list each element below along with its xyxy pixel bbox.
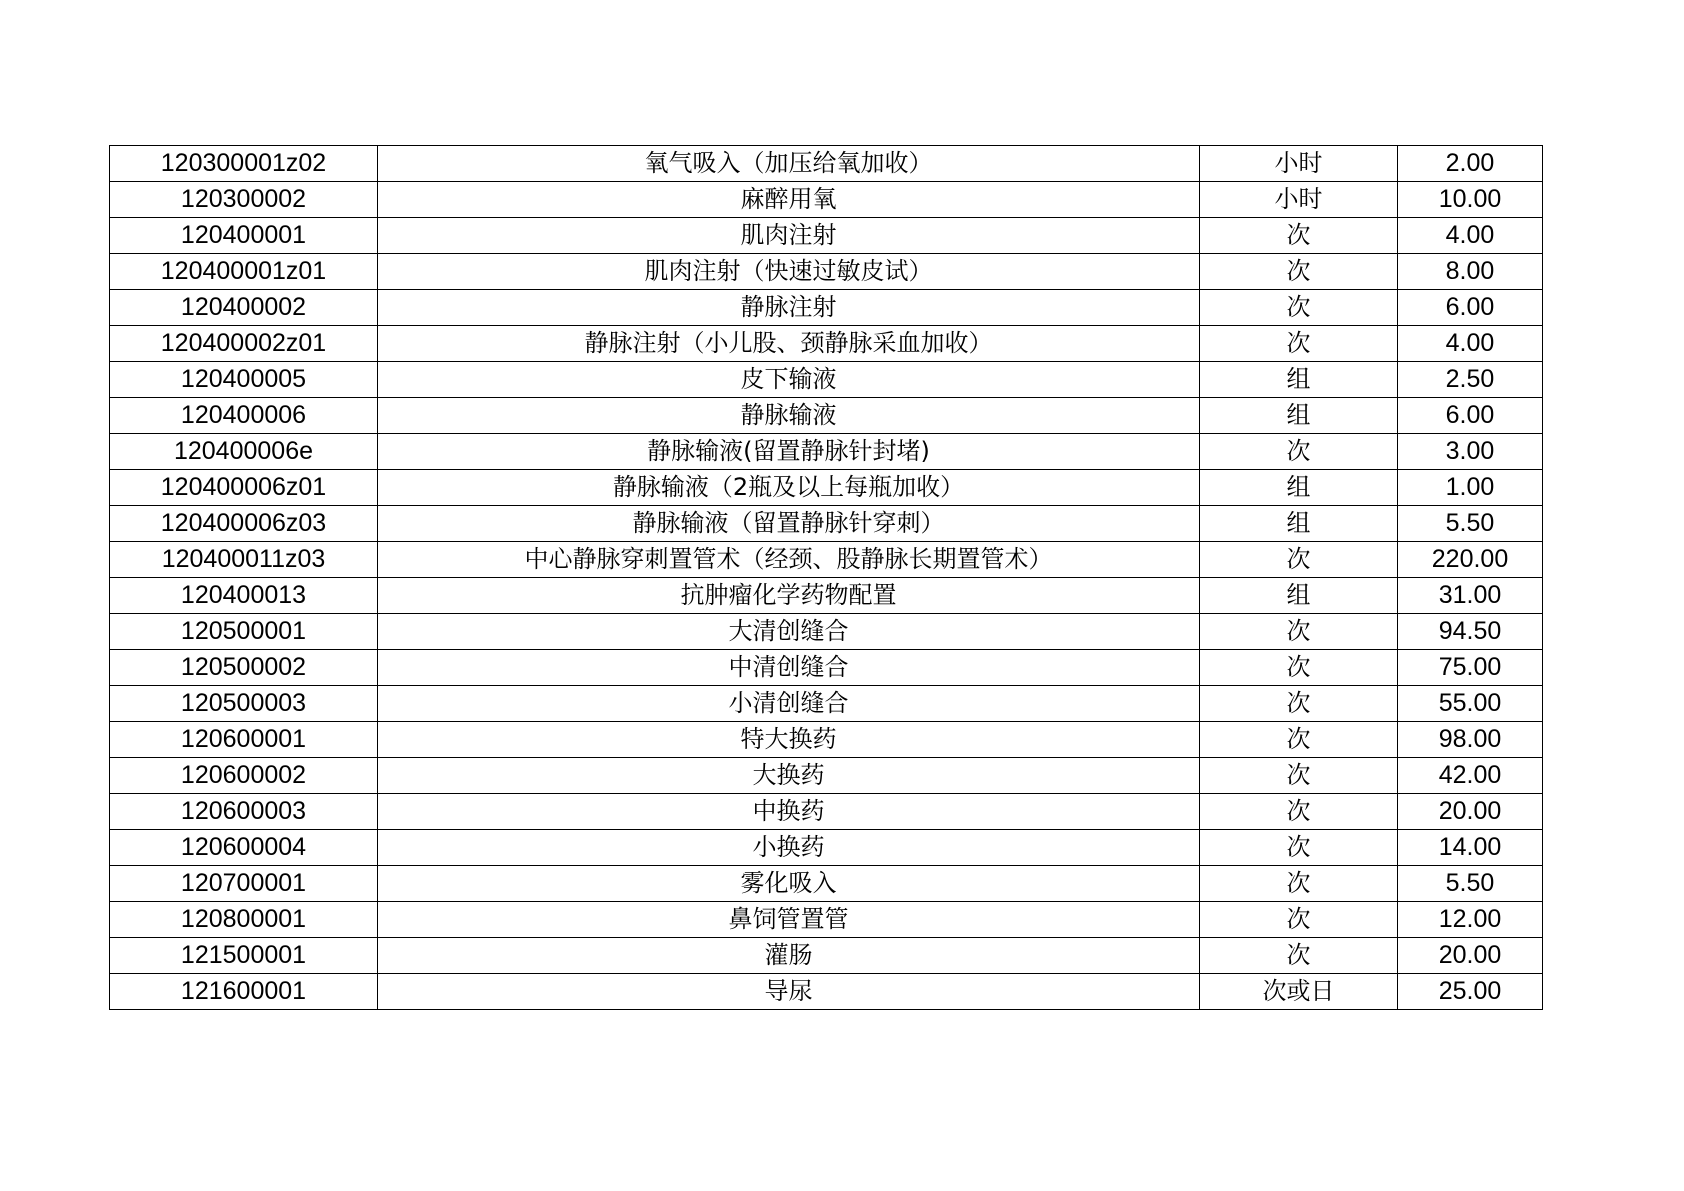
item-code-cell: 120400013 bbox=[110, 578, 378, 614]
item-price-cell: 10.00 bbox=[1398, 182, 1543, 218]
item-code-cell: 120600004 bbox=[110, 830, 378, 866]
item-price-cell: 1.00 bbox=[1398, 470, 1543, 506]
table-row bbox=[110, 542, 1543, 578]
item-price-cell: 5.50 bbox=[1398, 866, 1543, 902]
item-price-cell: 98.00 bbox=[1398, 722, 1543, 758]
item-name-cell: 灌肠 bbox=[378, 938, 1200, 974]
item-price-cell: 14.00 bbox=[1398, 830, 1543, 866]
table-row bbox=[110, 362, 1543, 398]
item-price-cell: 3.00 bbox=[1398, 434, 1543, 470]
item-name-cell: 中换药 bbox=[378, 794, 1200, 830]
item-name-cell: 导尿 bbox=[378, 974, 1200, 1010]
price-table bbox=[109, 145, 1543, 1010]
item-code-cell: 120600001 bbox=[110, 722, 378, 758]
item-price-cell: 20.00 bbox=[1398, 794, 1543, 830]
table-row bbox=[110, 938, 1543, 974]
item-name-cell: 静脉输液（留置静脉针穿刺） bbox=[378, 506, 1200, 542]
item-unit-cell: 次 bbox=[1200, 902, 1398, 938]
item-unit-cell: 次 bbox=[1200, 722, 1398, 758]
table-row bbox=[110, 506, 1543, 542]
item-code-cell: 120400001 bbox=[110, 218, 378, 254]
table-row bbox=[110, 398, 1543, 434]
table-row bbox=[110, 722, 1543, 758]
item-name-cell: 静脉输液(留置静脉针封堵) bbox=[378, 434, 1200, 470]
item-name-cell: 氧气吸入（加压给氧加收） bbox=[378, 146, 1200, 182]
item-name-cell: 鼻饲管置管 bbox=[378, 902, 1200, 938]
table-row bbox=[110, 794, 1543, 830]
item-name-cell: 静脉输液（2瓶及以上每瓶加收） bbox=[378, 470, 1200, 506]
item-price-cell: 75.00 bbox=[1398, 650, 1543, 686]
item-name-cell: 中清创缝合 bbox=[378, 650, 1200, 686]
item-price-cell: 5.50 bbox=[1398, 506, 1543, 542]
table-row bbox=[110, 686, 1543, 722]
item-unit-cell: 次 bbox=[1200, 542, 1398, 578]
item-name-cell: 皮下输液 bbox=[378, 362, 1200, 398]
item-unit-cell: 组 bbox=[1200, 398, 1398, 434]
item-code-cell: 120400005 bbox=[110, 362, 378, 398]
item-code-cell: 120400006z03 bbox=[110, 506, 378, 542]
item-unit-cell: 次 bbox=[1200, 326, 1398, 362]
item-code-cell: 120300001z02 bbox=[110, 146, 378, 182]
item-code-cell: 120400011z03 bbox=[110, 542, 378, 578]
item-unit-cell: 次 bbox=[1200, 218, 1398, 254]
item-code-cell: 121600001 bbox=[110, 974, 378, 1010]
item-price-cell: 20.00 bbox=[1398, 938, 1543, 974]
item-code-cell: 120800001 bbox=[110, 902, 378, 938]
table-row bbox=[110, 434, 1543, 470]
table-row bbox=[110, 218, 1543, 254]
table-row bbox=[110, 758, 1543, 794]
item-code-cell: 120500001 bbox=[110, 614, 378, 650]
item-name-cell: 大清创缝合 bbox=[378, 614, 1200, 650]
item-price-cell: 2.00 bbox=[1398, 146, 1543, 182]
price-table-body bbox=[110, 146, 1543, 1010]
item-code-cell: 120600003 bbox=[110, 794, 378, 830]
item-code-cell: 120400002z01 bbox=[110, 326, 378, 362]
item-code-cell: 120500002 bbox=[110, 650, 378, 686]
item-price-cell: 220.00 bbox=[1398, 542, 1543, 578]
table-row bbox=[110, 578, 1543, 614]
item-unit-cell: 次或日 bbox=[1200, 974, 1398, 1010]
item-unit-cell: 次 bbox=[1200, 758, 1398, 794]
item-code-cell: 120400001z01 bbox=[110, 254, 378, 290]
item-price-cell: 25.00 bbox=[1398, 974, 1543, 1010]
item-code-cell: 120700001 bbox=[110, 866, 378, 902]
item-unit-cell: 次 bbox=[1200, 254, 1398, 290]
table-row bbox=[110, 902, 1543, 938]
item-price-cell: 42.00 bbox=[1398, 758, 1543, 794]
item-unit-cell: 次 bbox=[1200, 794, 1398, 830]
item-code-cell: 120400002 bbox=[110, 290, 378, 326]
item-code-cell: 120400006 bbox=[110, 398, 378, 434]
item-unit-cell: 次 bbox=[1200, 938, 1398, 974]
item-unit-cell: 次 bbox=[1200, 866, 1398, 902]
item-name-cell: 静脉注射（小儿股、颈静脉采血加收） bbox=[378, 326, 1200, 362]
item-name-cell: 静脉输液 bbox=[378, 398, 1200, 434]
item-price-cell: 31.00 bbox=[1398, 578, 1543, 614]
item-name-cell: 大换药 bbox=[378, 758, 1200, 794]
item-price-cell: 8.00 bbox=[1398, 254, 1543, 290]
item-name-cell: 麻醉用氧 bbox=[378, 182, 1200, 218]
table-row bbox=[110, 866, 1543, 902]
item-name-cell: 雾化吸入 bbox=[378, 866, 1200, 902]
item-unit-cell: 次 bbox=[1200, 614, 1398, 650]
item-name-cell: 特大换药 bbox=[378, 722, 1200, 758]
table-row bbox=[110, 470, 1543, 506]
item-price-cell: 4.00 bbox=[1398, 326, 1543, 362]
item-name-cell: 小清创缝合 bbox=[378, 686, 1200, 722]
item-price-cell: 4.00 bbox=[1398, 218, 1543, 254]
table-row bbox=[110, 326, 1543, 362]
item-name-cell: 中心静脉穿刺置管术（经颈、股静脉长期置管术） bbox=[378, 542, 1200, 578]
item-code-cell: 120400006z01 bbox=[110, 470, 378, 506]
table-row bbox=[110, 254, 1543, 290]
item-price-cell: 6.00 bbox=[1398, 398, 1543, 434]
item-name-cell: 肌肉注射 bbox=[378, 218, 1200, 254]
item-name-cell: 小换药 bbox=[378, 830, 1200, 866]
table-row bbox=[110, 146, 1543, 182]
item-name-cell: 抗肿瘤化学药物配置 bbox=[378, 578, 1200, 614]
item-unit-cell: 次 bbox=[1200, 290, 1398, 326]
table-row bbox=[110, 650, 1543, 686]
item-unit-cell: 组 bbox=[1200, 362, 1398, 398]
item-unit-cell: 组 bbox=[1200, 578, 1398, 614]
item-unit-cell: 组 bbox=[1200, 470, 1398, 506]
item-unit-cell: 次 bbox=[1200, 686, 1398, 722]
table-row bbox=[110, 830, 1543, 866]
table-row bbox=[110, 614, 1543, 650]
item-code-cell: 120400006e bbox=[110, 434, 378, 470]
item-price-cell: 55.00 bbox=[1398, 686, 1543, 722]
item-unit-cell: 次 bbox=[1200, 434, 1398, 470]
item-price-cell: 94.50 bbox=[1398, 614, 1543, 650]
item-price-cell: 6.00 bbox=[1398, 290, 1543, 326]
item-name-cell: 静脉注射 bbox=[378, 290, 1200, 326]
item-unit-cell: 次 bbox=[1200, 830, 1398, 866]
item-unit-cell: 组 bbox=[1200, 506, 1398, 542]
item-name-cell: 肌肉注射（快速过敏皮试） bbox=[378, 254, 1200, 290]
item-code-cell: 120300002 bbox=[110, 182, 378, 218]
item-price-cell: 12.00 bbox=[1398, 902, 1543, 938]
table-row bbox=[110, 974, 1543, 1010]
item-code-cell: 120600002 bbox=[110, 758, 378, 794]
table-row bbox=[110, 182, 1543, 218]
item-unit-cell: 小时 bbox=[1200, 182, 1398, 218]
item-price-cell: 2.50 bbox=[1398, 362, 1543, 398]
item-unit-cell: 小时 bbox=[1200, 146, 1398, 182]
item-unit-cell: 次 bbox=[1200, 650, 1398, 686]
item-code-cell: 121500001 bbox=[110, 938, 378, 974]
table-row bbox=[110, 290, 1543, 326]
item-code-cell: 120500003 bbox=[110, 686, 378, 722]
